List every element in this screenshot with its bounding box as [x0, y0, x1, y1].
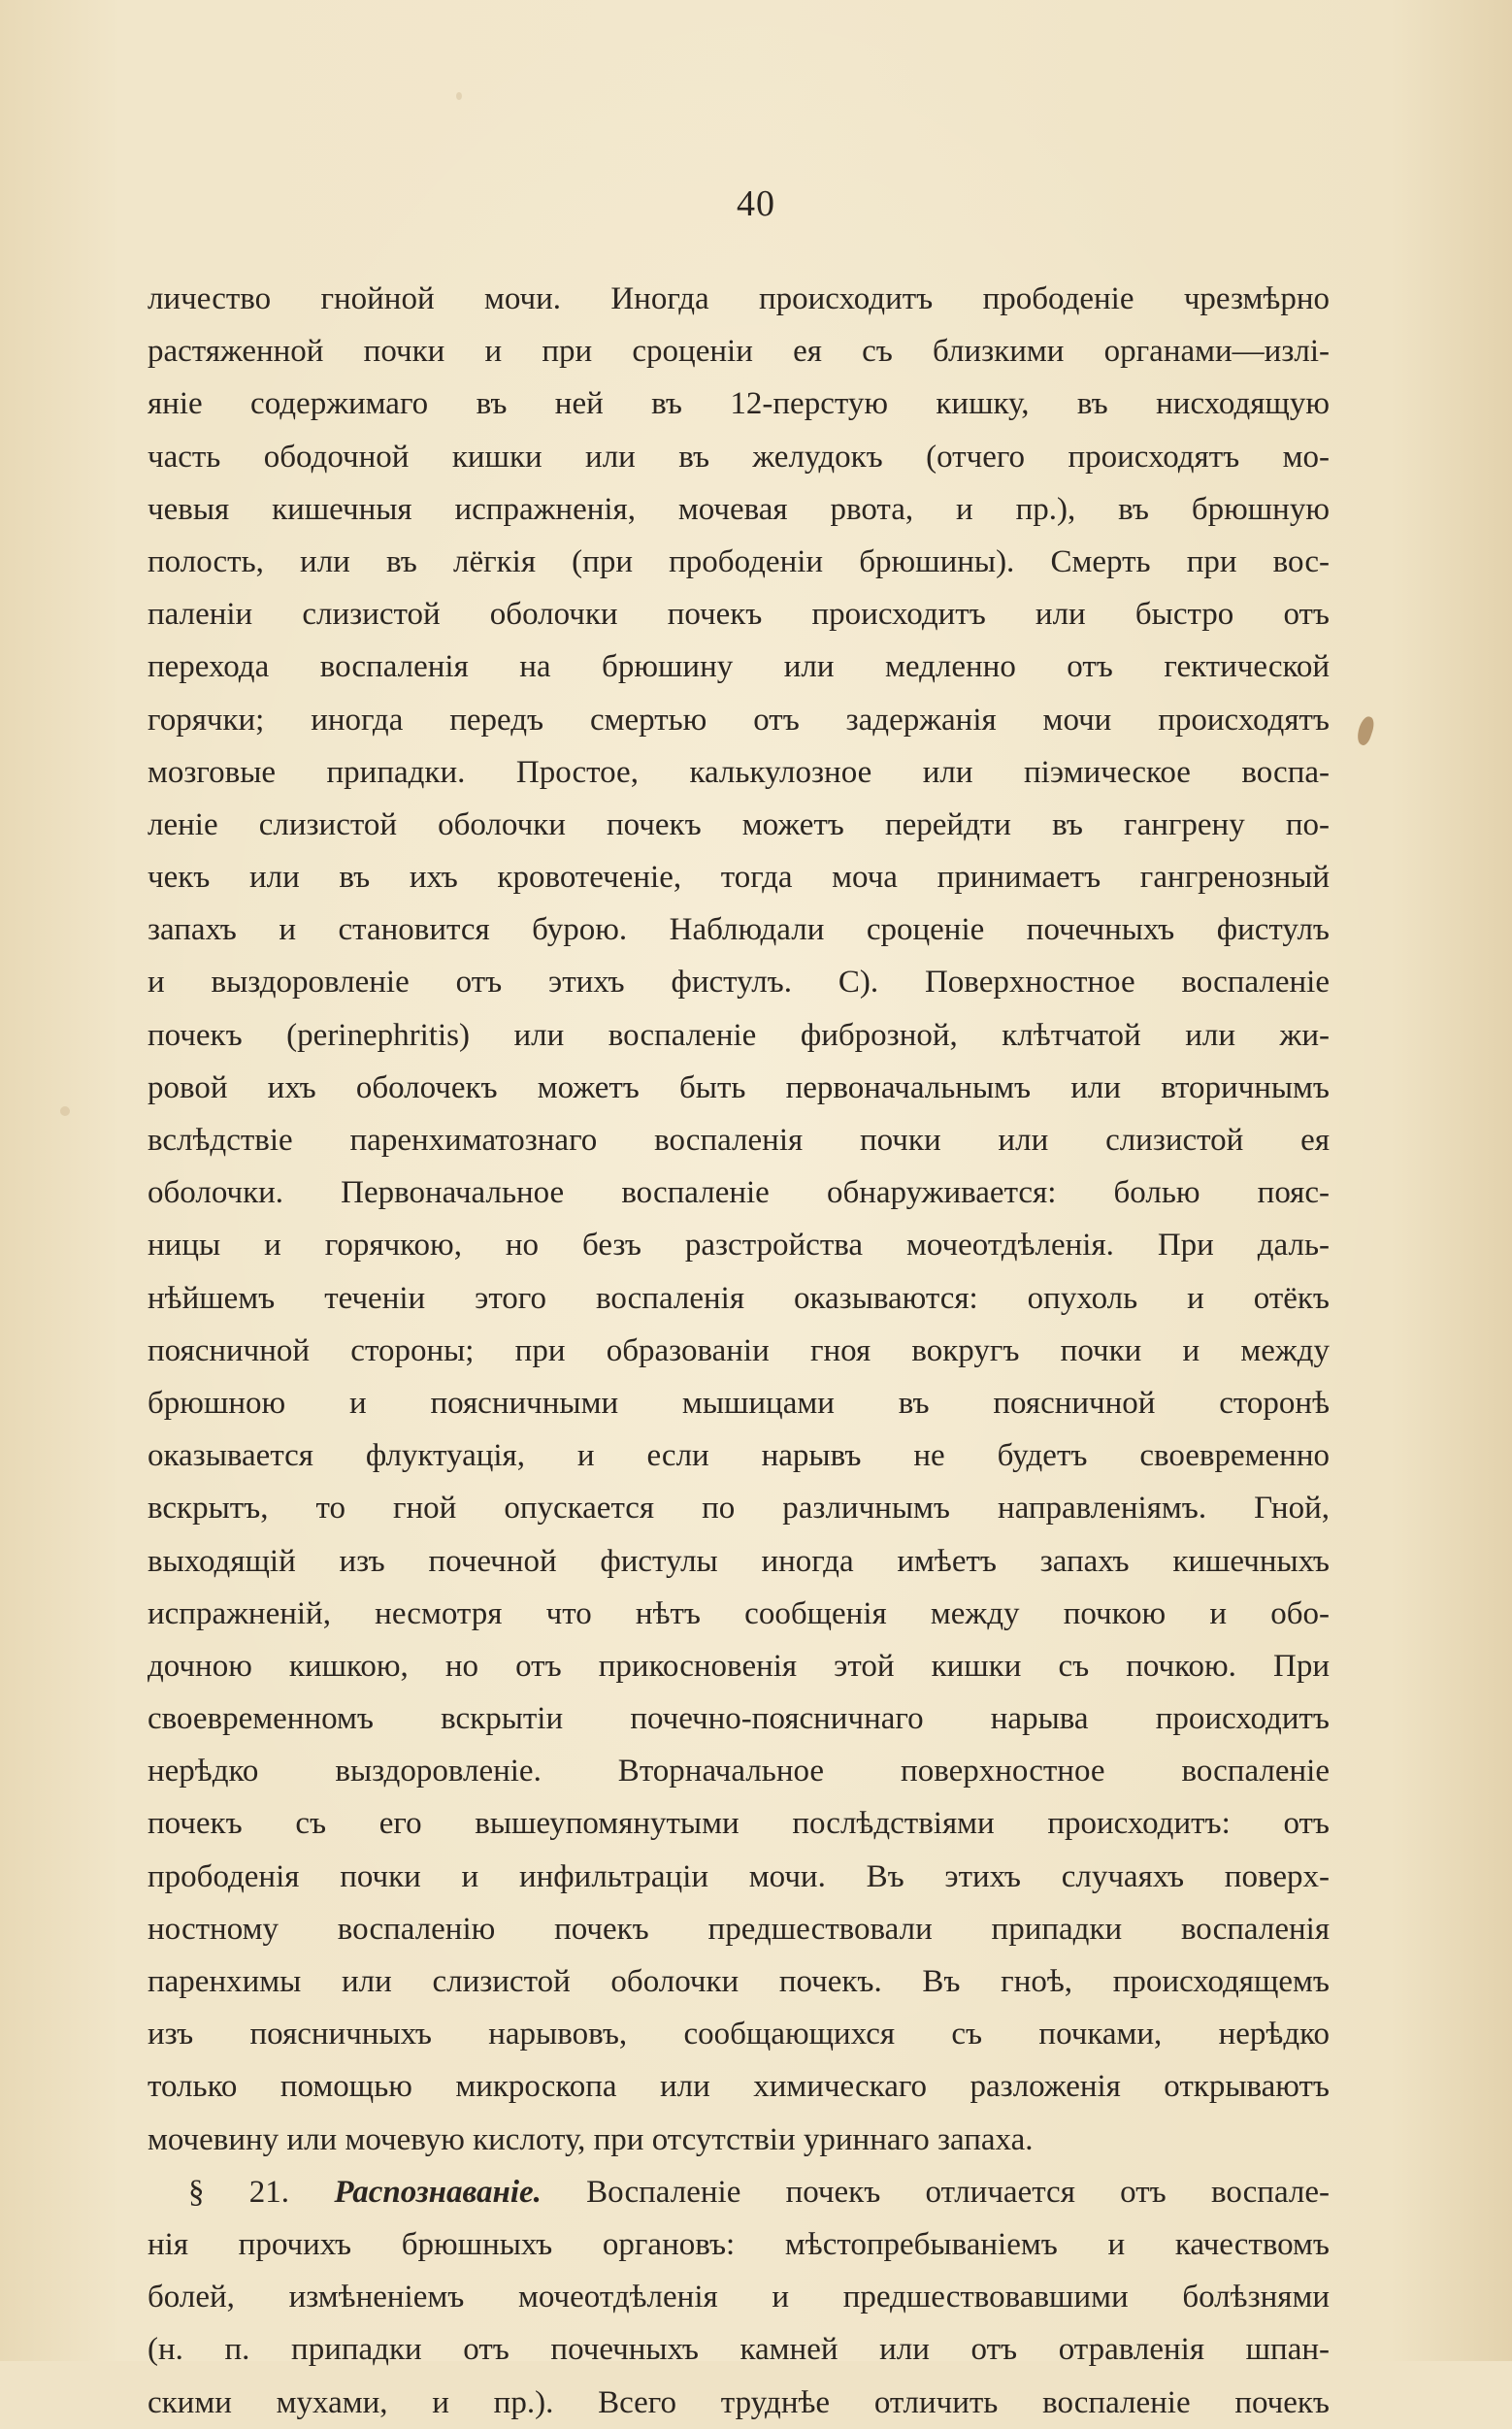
text-line: оболочки. Первоначальное воспаленiе обнаруживается: болью пояс- [148, 1175, 1330, 1211]
text-line: ностному воспаленiю почекъ предшествовали припадки воспаленiя [148, 1911, 1330, 1947]
text-line: и выздоровленiе отъ этихъ фистулъ. С). Поверхностное воспаленiе [148, 965, 1330, 1001]
paper-stain [456, 92, 462, 100]
text-line: горячки; иногда передъ смертью отъ задержанiя мочи происходятъ [148, 702, 1330, 738]
text-line: вскрытъ, то гной опускается по различнымъ направленiямъ. Гной, [148, 1491, 1330, 1526]
text-line: поясничной стороны; при образованiи гноя вокругъ почки и между [148, 1332, 1330, 1368]
text-line: оказывается флуктуацiя, и если нарывъ не будетъ своевременно [148, 1438, 1330, 1474]
text-line: растяженной почки и при сроценiи ея съ близкими органами—излi- [148, 334, 1330, 370]
paper-stain [60, 1106, 70, 1116]
text-line: почекъ (perinephritis) или воспаленiе фиброзной, клѣтчатой или жи- [148, 1017, 1330, 1053]
text-line: испражненiй, несмотря что нѣтъ сообщенiя между почкою и обо- [148, 1595, 1330, 1631]
text-line: личество гнойной мочи. Иногда происходитъ прободенiе чрезмѣрно [148, 281, 1330, 316]
text-line: нѣйшемъ теченiи этого воспаленiя оказываются: опухоль и отёкъ [148, 1280, 1330, 1316]
text-line: почекъ съ его вышеупомянутыми послѣдствiями происходитъ: отъ [148, 1806, 1330, 1842]
text-line: перехода воспаленiя на брюшину или медленно отъ гектической [148, 649, 1330, 685]
text-line: мозговые припадки. Простое, калькулозное или пiэмическое воспа- [148, 754, 1330, 790]
paragraph-last-line: мочевину или мочевую кислоту, при отсутствiи уриннаго запаха. [148, 2121, 1034, 2157]
text-line: брюшною и поясничными мышицами въ поясничной сторонѣ [148, 1385, 1330, 1421]
section-heading: Распознаванiе. [334, 2174, 542, 2210]
text-line: паленiи слизистой оболочки почекъ происходитъ или быстро отъ [148, 597, 1330, 633]
text-line: болей, измѣненiемъ мочеотдѣленiя и предшествовавшими болѣзнями [148, 2280, 1330, 2315]
page-number: 40 [737, 183, 775, 224]
text-line: паренхимы или слизистой оболочки почекъ. Въ гноѣ, происходящемъ [148, 1964, 1330, 1999]
text-line: нерѣдко выздоровленiе. Вторначальное поверхностное воспаленiе [148, 1754, 1330, 1789]
text-line: изъ поясничныхъ нарывовъ, сообщающихся съ почками, нерѣдко [148, 2017, 1330, 2052]
text-line: чекъ или въ ихъ кровотеченiе, тогда моча принимаетъ гангренозный [148, 860, 1330, 896]
section-first-line-text: Воспаленiе почекъ отличается отъ воспале- [586, 2174, 1330, 2210]
text-line: прободенiя почки и инфильтрацiи мочи. Въ этихъ случаяхъ поверх- [148, 1858, 1330, 1894]
text-line: чевыя кишечныя испражненiя, мочевая рвота, и пр.), въ брюшную [148, 491, 1330, 527]
text-line: скими мухами, и пр.). Всего труднѣе отличить воспаленiе почекъ [148, 2384, 1330, 2420]
text-line: часть ободочной кишки или въ желудокъ (отчего происходятъ мо- [148, 439, 1330, 475]
text-line: янiе содержимаго въ ней въ 12-перстую кишку, въ нисходящую [148, 386, 1330, 422]
text-line: дочною кишкою, но отъ прикосновенiя этой кишки съ почкою. При [148, 1648, 1330, 1684]
text-line: полость, или въ лёгкiя (при прободенiи брюшины). Смерть при вос- [148, 543, 1330, 579]
text-line: вслѣдствiе паренхиматознаго воспаленiя почки или слизистой ея [148, 1123, 1330, 1158]
text-line: нiя прочихъ брюшныхъ органовъ: мѣстопребыванiемъ и качествомъ [148, 2226, 1330, 2262]
margin-ink-mark [1355, 715, 1377, 747]
text-line: ленiе слизистой оболочки почекъ можетъ перейдти въ гангрену по- [148, 806, 1330, 842]
text-line: только помощью микроскопа или химическаго разложенiя открываютъ [148, 2069, 1330, 2105]
text-line: ницы и горячкою, но безъ разстройства мочеотдѣленiя. При даль- [148, 1228, 1330, 1264]
body-text [148, 273, 1330, 2429]
section-number: § 21. [188, 2174, 290, 2210]
text-line: своевременномъ вскрытiи почечно-поясничнаго нарыва происходитъ [148, 1701, 1330, 1737]
text-line: запахъ и становится бурою. Наблюдали сроценiе почечныхъ фистулъ [148, 912, 1330, 948]
text-line: (н. п. припадки отъ почечныхъ камней или отъ отравленiя шпан- [148, 2332, 1330, 2368]
text-line: ровой ихъ оболочекъ можетъ быть первоначальнымъ или вторичнымъ [148, 1069, 1330, 1105]
section-first-line [148, 2166, 1330, 2218]
text-line: выходящiй изъ почечной фистулы иногда имѣетъ запахъ кишечныхъ [148, 1543, 1330, 1579]
